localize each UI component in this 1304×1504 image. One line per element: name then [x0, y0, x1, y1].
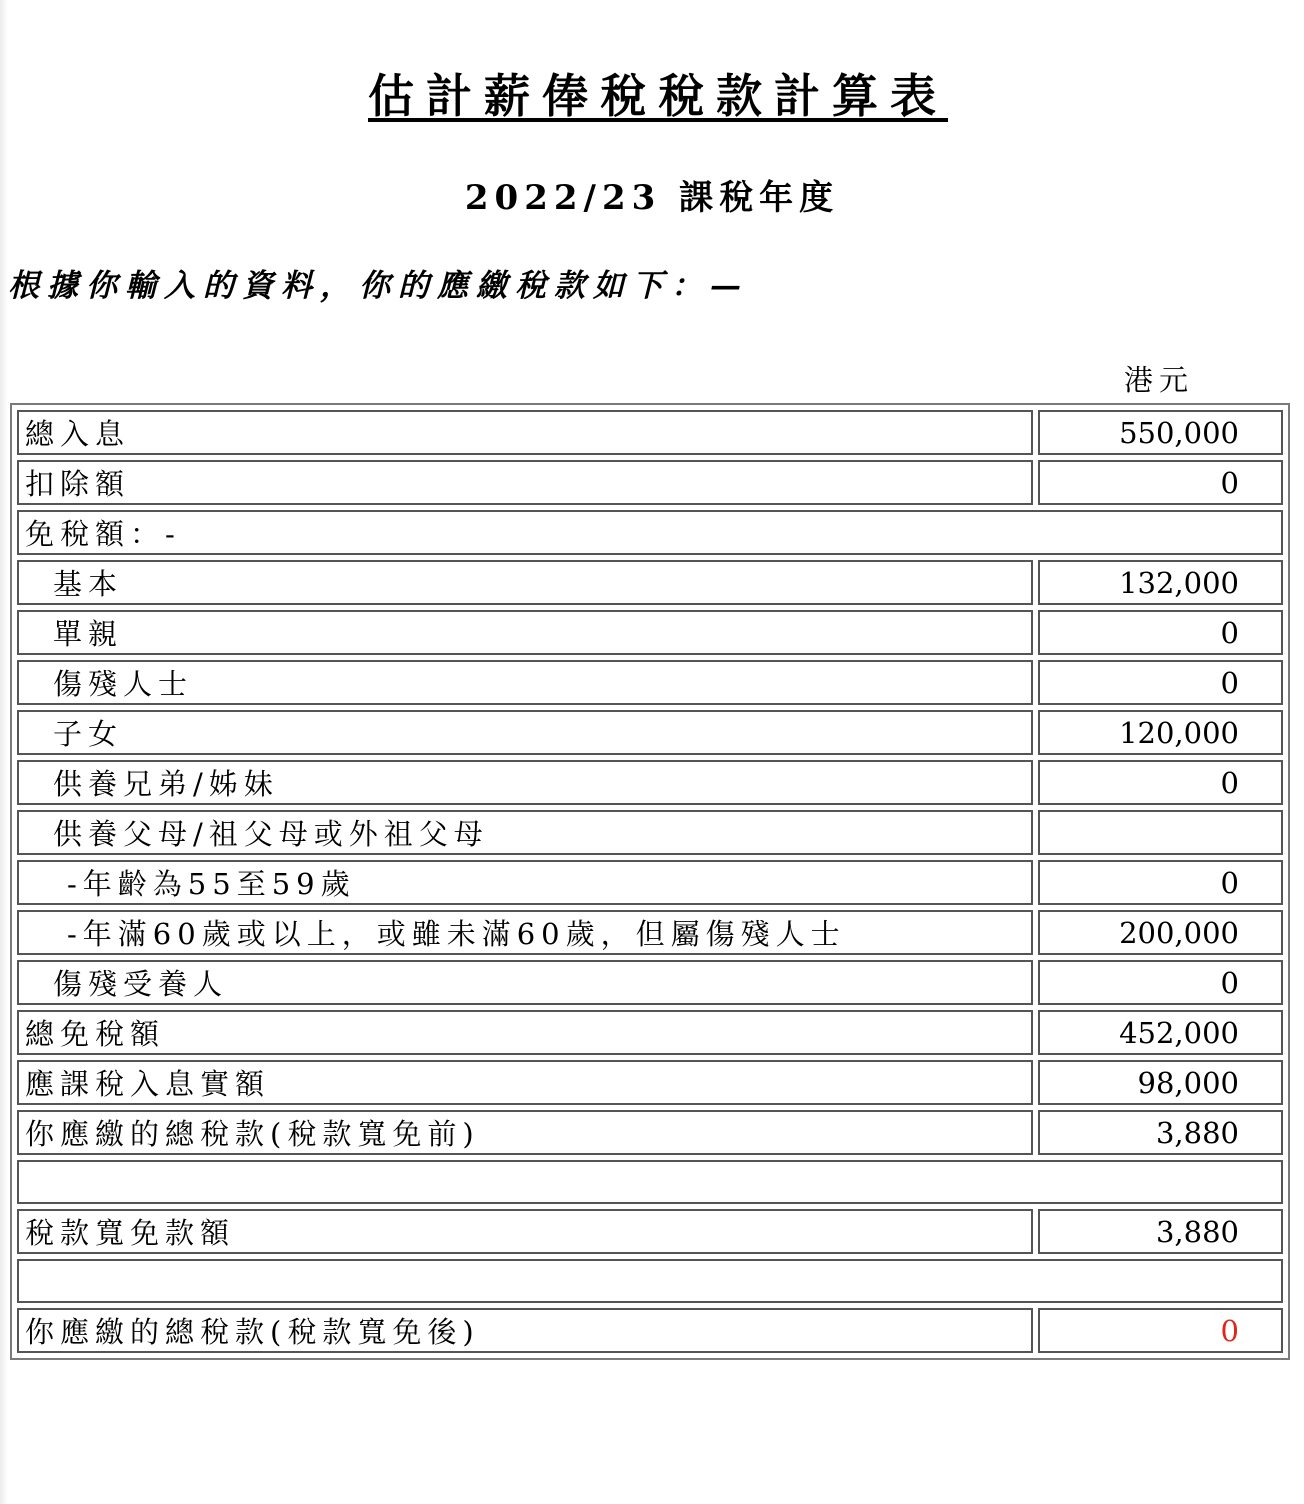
table-row-disabled-dependant: [17, 960, 1283, 1005]
row-value: 98,000: [1038, 1060, 1283, 1105]
tax-table-frame: [10, 403, 1290, 1360]
table-row-basic: [17, 560, 1283, 605]
intro-text: 根據你輸入的資料，你的應繳稅款如下：—: [8, 268, 749, 304]
row-label: 供養父母/祖父母或外祖父母: [17, 810, 1033, 855]
row-value: 0: [1038, 660, 1283, 705]
page-title-wrap: [0, 60, 1304, 126]
row-label: 扣除額: [17, 460, 1033, 505]
table-row-net-chargeable-income: [17, 1060, 1283, 1105]
row-label: 你應繳的總稅款(稅款寬免後): [17, 1308, 1033, 1353]
row-value: 0: [1038, 610, 1283, 655]
page-edge-shade: [0, 0, 8, 1504]
row-label: 單親: [17, 610, 1033, 655]
page-title: 估計薪俸稅稅款計算表: [368, 69, 948, 123]
table-row-siblings: [17, 760, 1283, 805]
row-value: 0: [1038, 960, 1283, 1005]
row-value: 132,000: [1038, 560, 1283, 605]
table-row-spacer: [17, 1160, 1283, 1204]
row-value: 3,880: [1038, 1110, 1283, 1155]
row-label: 子女: [17, 710, 1033, 755]
table-row-tax-reduction: [17, 1209, 1283, 1254]
row-value: 550,000: [1038, 410, 1283, 455]
table-row-children: [17, 710, 1283, 755]
table-row-single-parent: [17, 610, 1283, 655]
row-label: -年滿60歲或以上，或雖未滿60歲，但屬傷殘人士: [17, 910, 1033, 955]
table-row-parents-60-plus: [17, 910, 1283, 955]
final-tax-value: 0: [1038, 1308, 1283, 1353]
spacer-cell: [17, 1160, 1283, 1204]
table-row-tax-after-reduction: [17, 1308, 1283, 1353]
table-row-spacer: [17, 1259, 1283, 1303]
table-row-deductions: [17, 460, 1283, 505]
row-value: 200,000: [1038, 910, 1283, 955]
row-value: 0: [1038, 460, 1283, 505]
row-value: 120,000: [1038, 710, 1283, 755]
table-row-total-income: [17, 410, 1283, 455]
row-value: [1038, 810, 1283, 855]
table-row-disabled-person: [17, 660, 1283, 705]
table-row-parents: [17, 810, 1283, 855]
row-label: 傷殘受養人: [17, 960, 1033, 1005]
row-label: 傷殘人士: [17, 660, 1033, 705]
table-row-parents-55-59: [17, 860, 1283, 905]
table-row-allowances-header: [17, 510, 1283, 555]
row-value: 0: [1038, 760, 1283, 805]
row-label: 免稅額：-: [17, 510, 1283, 555]
row-value: 0: [1038, 860, 1283, 905]
row-value: 3,880: [1038, 1209, 1283, 1254]
currency-label: 港元: [1124, 363, 1195, 397]
row-label: 供養兄弟/姊妹: [17, 760, 1033, 805]
row-label: 總入息: [17, 410, 1033, 455]
table-row-total-allowances: [17, 1010, 1283, 1055]
row-label: 稅款寬免款額: [17, 1209, 1033, 1254]
table-row-tax-before-reduction: [17, 1110, 1283, 1155]
row-value: 452,000: [1038, 1010, 1283, 1055]
row-label: 總免稅額: [17, 1010, 1033, 1055]
row-label: 應課稅入息實額: [17, 1060, 1033, 1105]
row-label: -年齡為55至59歲: [17, 860, 1033, 905]
spacer-cell: [17, 1259, 1283, 1303]
row-label: 你應繳的總稅款(稅款寬免前): [17, 1110, 1033, 1155]
row-label: 基本: [17, 560, 1033, 605]
tax-year-subtitle: 2022/23 課稅年度: [464, 178, 840, 218]
tax-computation-table: [12, 405, 1288, 1358]
